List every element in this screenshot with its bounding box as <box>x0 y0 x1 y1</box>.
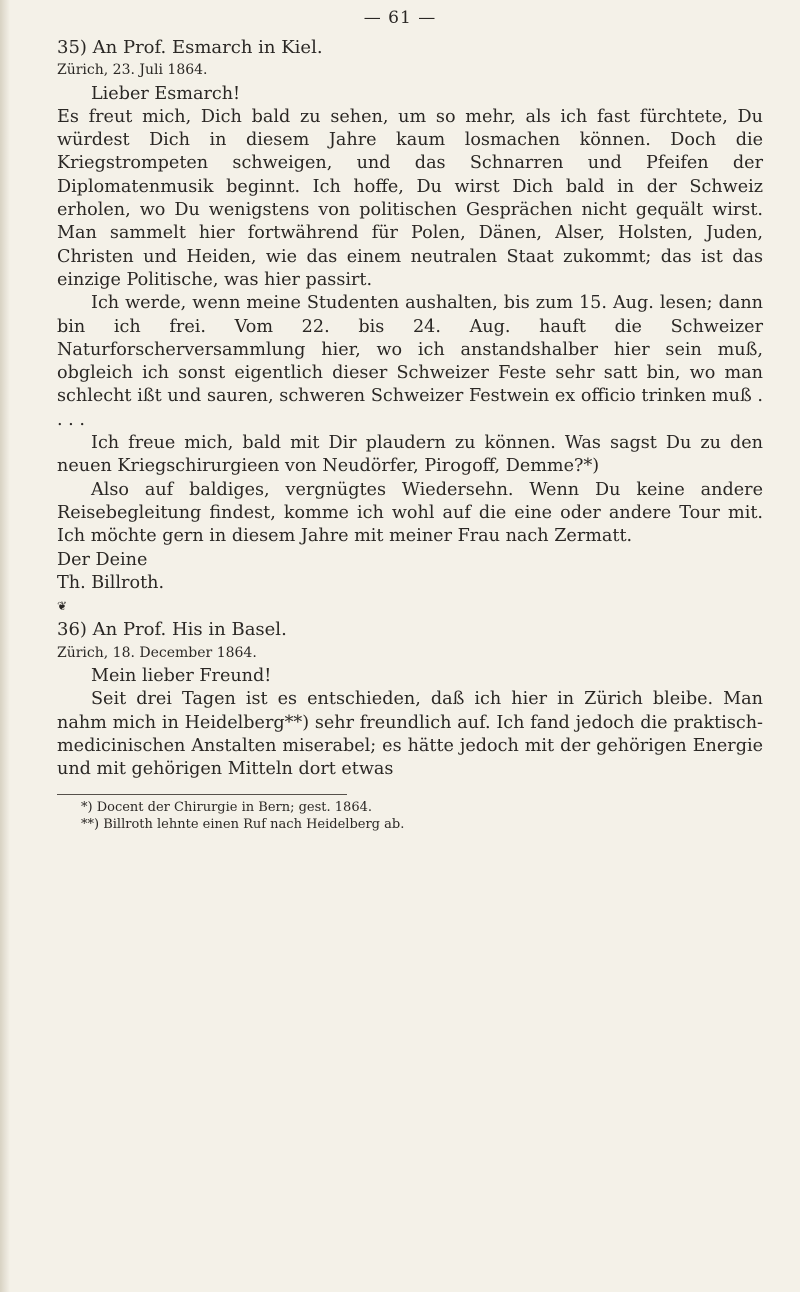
letter-35-paragraph-1: Es freut mich, Dich bald zu sehen, um so mehr, als ich fast fürchtete, Du würdest Dich in diesem Jahre kaum losmachen können. Doch die Kriegstrompeten schweigen, und das Schnarren und Pfeifen der Diplomatenmusik beginnt. Ich hoffe, Du wirst Dich bald in der Schweiz erholen, wo Du wenigstens von politischen Gesprächen nicht gequält wirst. Man sammelt hier fortwährend für Polen, Dänen, Alser, Holsten, Juden, Christen und Heiden, wie das einem neutralen Staat zukommt; das ist das einzige Politische, was hier passirt. <box>57 106 763 290</box>
letter-35-salutation: Lieber Esmarch! <box>91 83 241 104</box>
letter-35-dateline: Zürich, 23. Juli 1864. <box>57 62 208 79</box>
letter-35-heading: 35) An Prof. Esmarch in Kiel. <box>57 37 323 58</box>
letter-36-salutation: Mein lieber Freund! <box>91 666 272 687</box>
letter-36-paragraph-1: Seit drei Tagen ist es entschieden, daß ich hier in Zürich bleibe. Man nahm mich in Heidelberg**) sehr freundlich auf. Ich fand jedoch die praktisch-medicinischen Anstalten miserabel; es hätte jedoch mit der gehörigen Energie und mit gehörigen Mitteln dort etwas <box>57 689 763 780</box>
section-divider-ornament: ❦ <box>57 599 68 614</box>
page-content <box>57 36 763 833</box>
letter-35-paragraph-4: Also auf baldiges, vergnügtes Wiedersehn. Wenn Du keine andere Reisebegleitung findest, komme ich wohl auf die eine oder andere Tour mit. Ich möchte gern in diesem Jahre mit meiner Frau nach Zermatt. <box>57 479 763 547</box>
footnote-rule <box>57 794 347 795</box>
page-number: — 61 — <box>363 8 437 28</box>
footnote-2: **) Billroth lehnte einen Ruf nach Heidelberg ab. <box>81 816 405 832</box>
letter-35-paragraph-2: Ich werde, wenn meine Studenten aushalten, bis zum 15. Aug. lesen; dann bin ich frei. Vom 22. bis 24. Aug. hauft die Schweizer Naturforscherversammlung hier, wo ich anstandshalber hier sein muß, obgleich ich sonst eigentlich dieser Schweizer Feste sehr satt bin, wo man schlecht ißt und sauren, schweren Schweizer Festwein ex officio trinken muß . . . . <box>57 293 763 430</box>
letter-35-paragraph-3: Ich freue mich, bald mit Dir plaudern zu können. Was sagst Du zu den neuen Kriegschirurgieen von Neudörfer, Pirogoff, Demme?*) <box>57 433 763 477</box>
letter-35-signature: Th. Billroth. <box>57 572 165 593</box>
letter-36-heading: 36) An Prof. His in Basel. <box>57 619 287 641</box>
letter-35-closing: Der Deine <box>57 549 148 570</box>
letter-36-dateline: Zürich, 18. December 1864. <box>57 644 257 661</box>
page-gutter-shadow <box>0 0 10 1292</box>
footnote-1: *) Docent der Chirurgie in Bern; gest. 1864. <box>81 799 373 815</box>
